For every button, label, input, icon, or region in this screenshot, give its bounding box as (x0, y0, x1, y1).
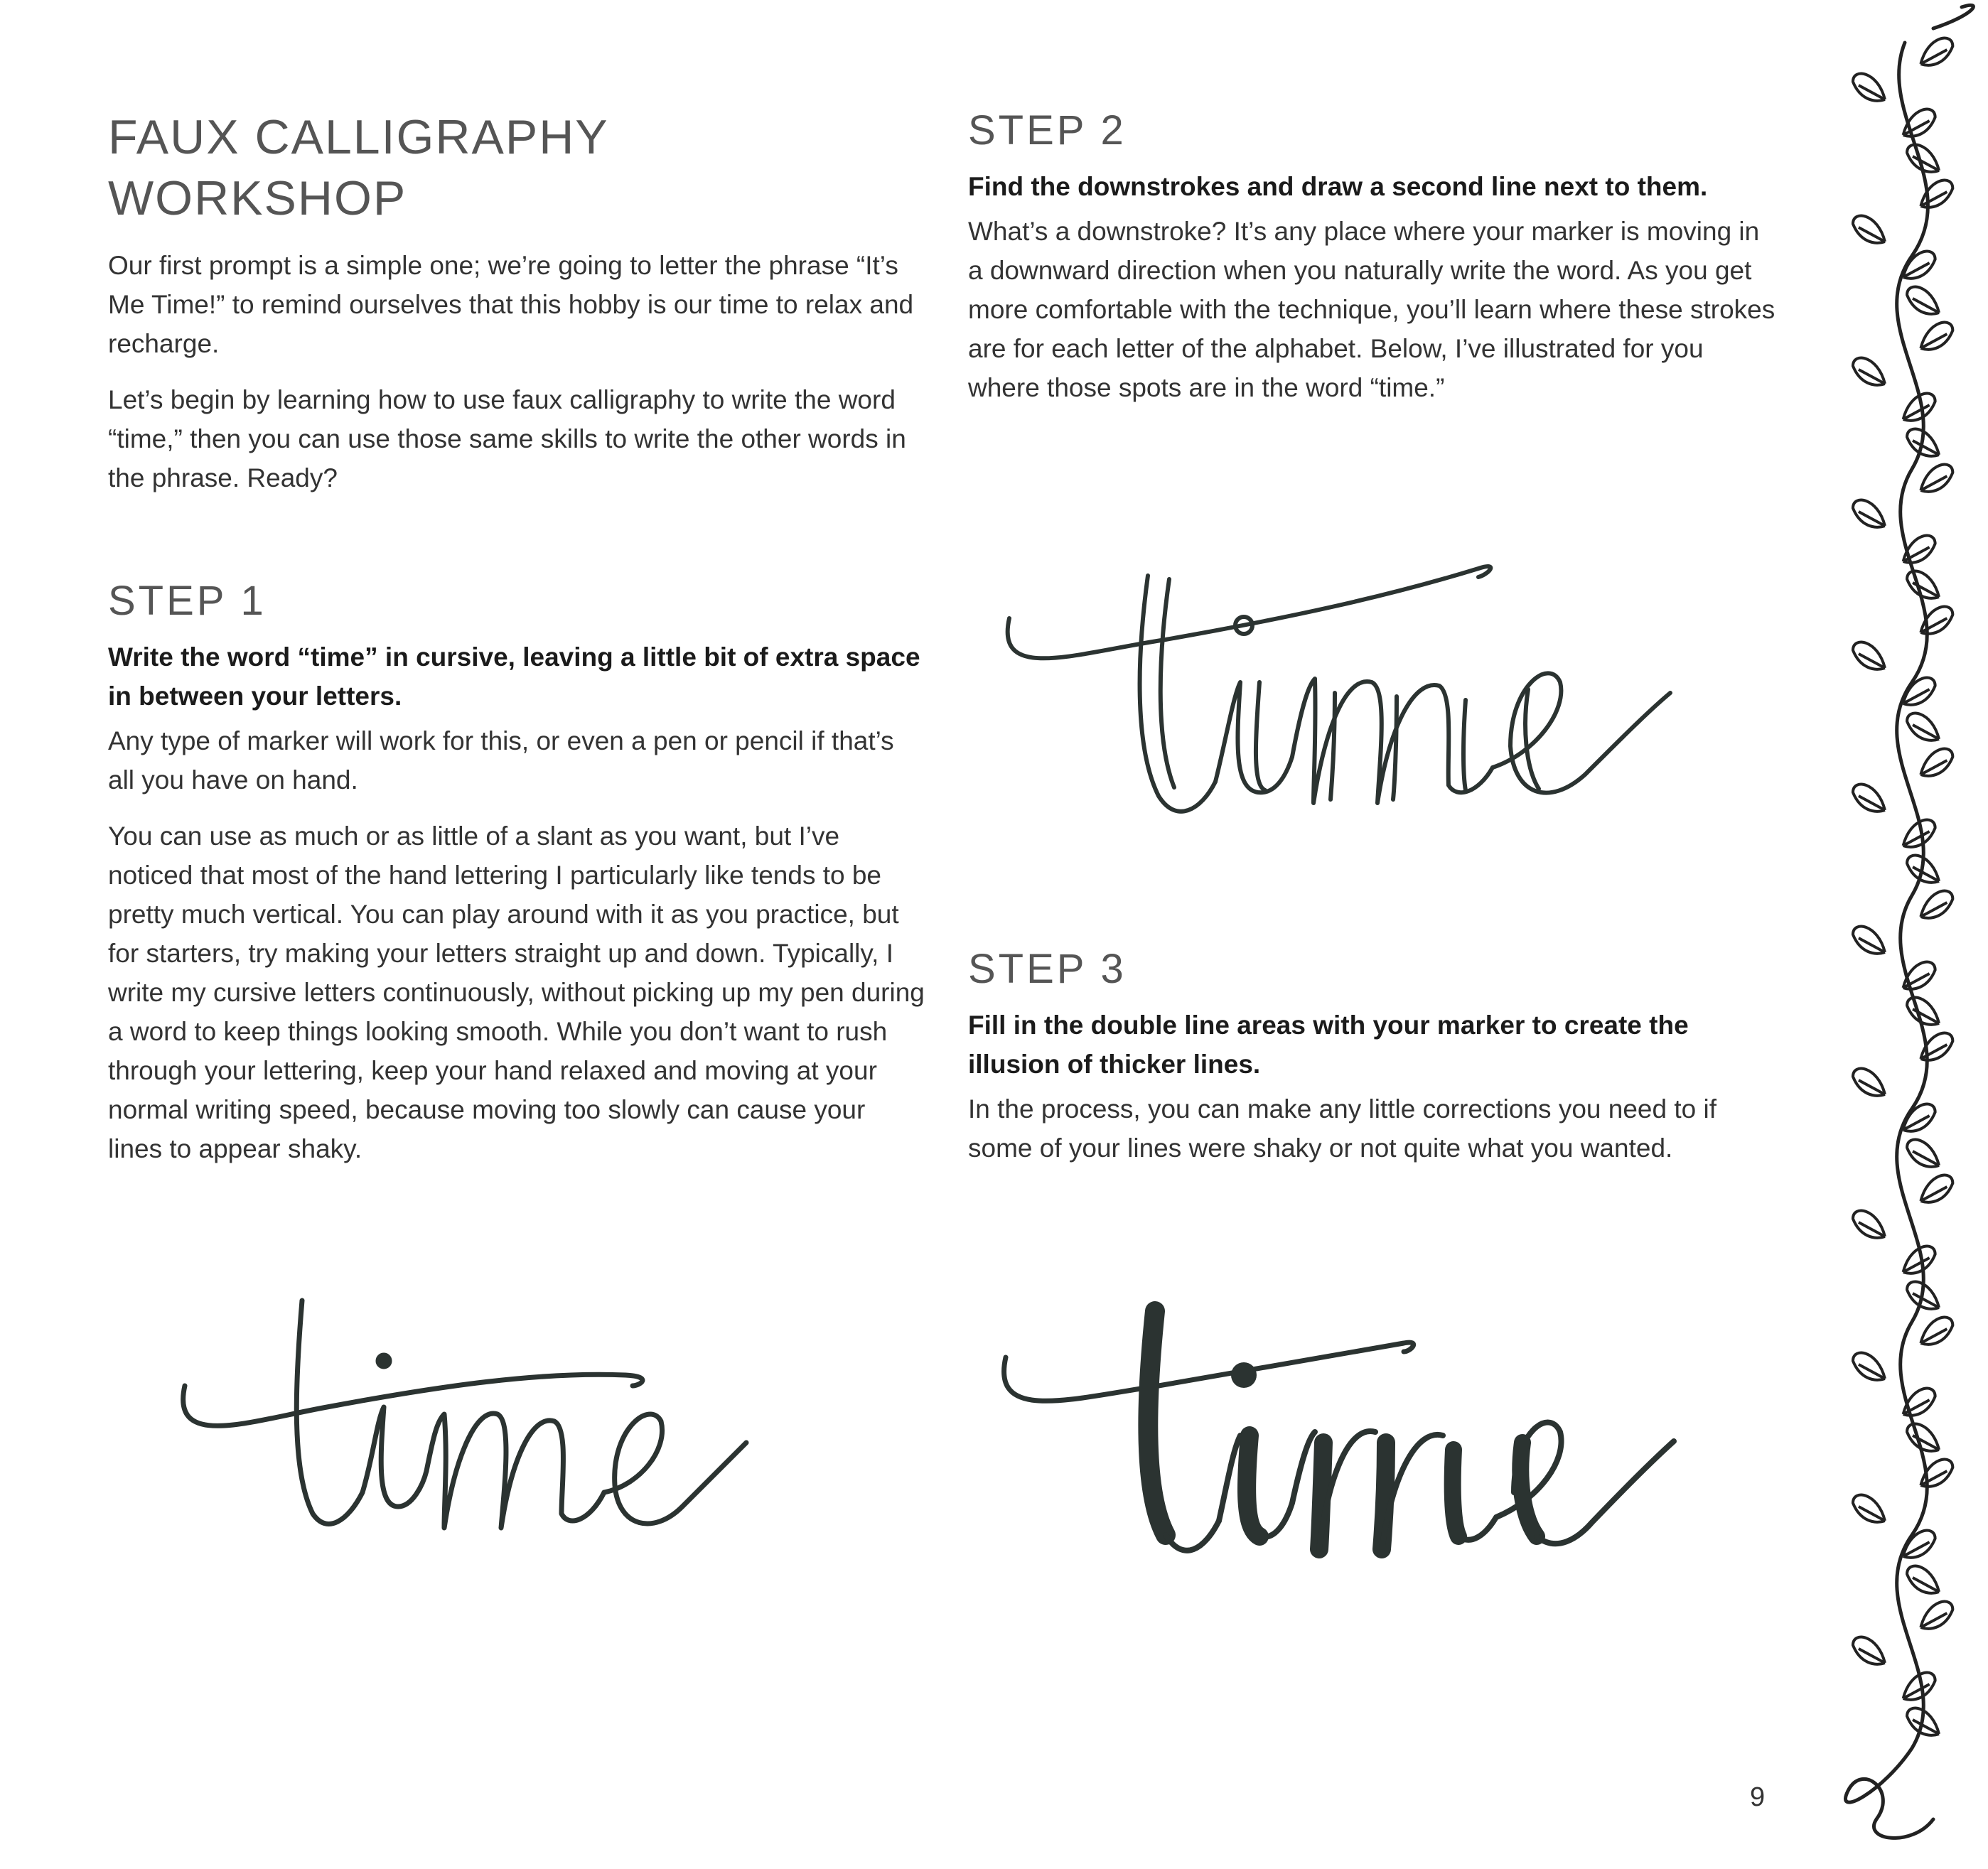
vine-leaf (1903, 536, 1935, 563)
intro-paragraph-2: Let’s begin by learning how to use faux calligraphy to write the word “time,” then you can use those same skills to write the other words in the phrase. Ready? (108, 385, 906, 492)
vine-leaf (1920, 323, 1952, 350)
left-column (108, 107, 925, 1168)
vine-leaf (1853, 1211, 1885, 1238)
filled-time-drawing (988, 1258, 1748, 1571)
right-column (968, 107, 1778, 407)
vine-leaf (1853, 1495, 1885, 1522)
vine-leaf (1907, 571, 1939, 598)
leaf-vine-border (1805, 0, 1988, 1869)
vine-leaf (1853, 1069, 1885, 1096)
vine-leaf (1903, 678, 1935, 705)
vine-leaf (1853, 358, 1885, 385)
vine-leaf (1903, 1531, 1935, 1558)
step-1-paragraph-2: You can use as much or as little of a slant as you want, but I’ve noticed that most of the hand lettering I particularly like tends to be pretty much vertical. You can play around with it as you practice, but for starters, try making your letters straight up and down. Typically, I write my cursive letters continuously, without picking up my pen during a word to keep things looking smooth. While you don’t want to rush through your lettering, keep your hand relaxed and moving at your normal writing speed, because moving too slowly can cause your lines to appear shaky. (108, 822, 925, 1163)
vine-leaf (1920, 38, 1952, 65)
right-column-lower (968, 945, 1778, 1168)
vine-leaf (1907, 1424, 1939, 1451)
step-2-paragraph: What’s a downstroke? It’s any place where your marker is moving in a downward direction when you naturally write the word. As you get more comfortable with the technique, you’ll learn where these strokes are for each letter of the alphabet. Below, I’ve illustrated for you where those spots are in the word “time.” (968, 217, 1775, 402)
step-2-lead: Find the downstrokes and draw a second line next to them. (968, 172, 1708, 201)
vine-leaf (1903, 109, 1935, 136)
vine-leaf (1920, 1602, 1952, 1629)
vine-leaf (1920, 465, 1952, 492)
step-1-heading: STEP 1 (108, 578, 267, 624)
vine-leaf (1920, 1175, 1952, 1202)
vine-leaf (1853, 74, 1885, 101)
vine-leaf (1853, 927, 1885, 954)
vine-leaf (1903, 252, 1935, 279)
vine-leaf (1853, 642, 1885, 669)
vine-leaf (1903, 962, 1935, 989)
step-3-paragraph: In the process, you can make any little corrections you need to if some of your lines were shaky or not quite what you wanted. (968, 1094, 1717, 1163)
vine-leaf (1853, 1637, 1885, 1664)
vine-leaf (1853, 785, 1885, 812)
double-line-time-drawing (988, 512, 1748, 824)
vine-leaf (1920, 1318, 1952, 1345)
intro-paragraph-1: Our first prompt is a simple one; we’re going to letter the phrase “It’s Me Time!” to remind ourselves that this hobby is our time to relax and recharge. (108, 251, 914, 358)
step-1-paragraph-1: Any type of marker will work for this, or even a pen or pencil if that’s all you have on hand. (108, 726, 894, 795)
page-number: 9 (1750, 1782, 1766, 1812)
step-1-lead: Write the word “time” in cursive, leaving a little bit of extra space in between your letters. (108, 642, 920, 711)
vine-leaf (1853, 1353, 1885, 1380)
vine-leaf (1907, 287, 1939, 314)
vine-leaf (1907, 998, 1939, 1025)
step-3-lead: Fill in the double line areas with your marker to create the illusion of thicker lines. (968, 1011, 1689, 1079)
vine-leaf (1907, 1140, 1939, 1167)
step-2-heading: STEP 2 (968, 107, 1127, 153)
page-title: FAUX CALLIGRAPHY WORKSHOP (108, 110, 609, 225)
vine-leaf (1907, 1566, 1939, 1593)
vine-leaf (1903, 1389, 1935, 1416)
vine-leaf (1853, 500, 1885, 527)
vine-leaf (1903, 1104, 1935, 1131)
step-3-heading: STEP 3 (968, 946, 1127, 992)
cursive-time-drawing (142, 1272, 853, 1571)
vine-leaf (1920, 749, 1952, 776)
vine-leaf (1853, 216, 1885, 243)
vine-leaf (1907, 713, 1939, 740)
vine-leaf (1920, 891, 1952, 918)
